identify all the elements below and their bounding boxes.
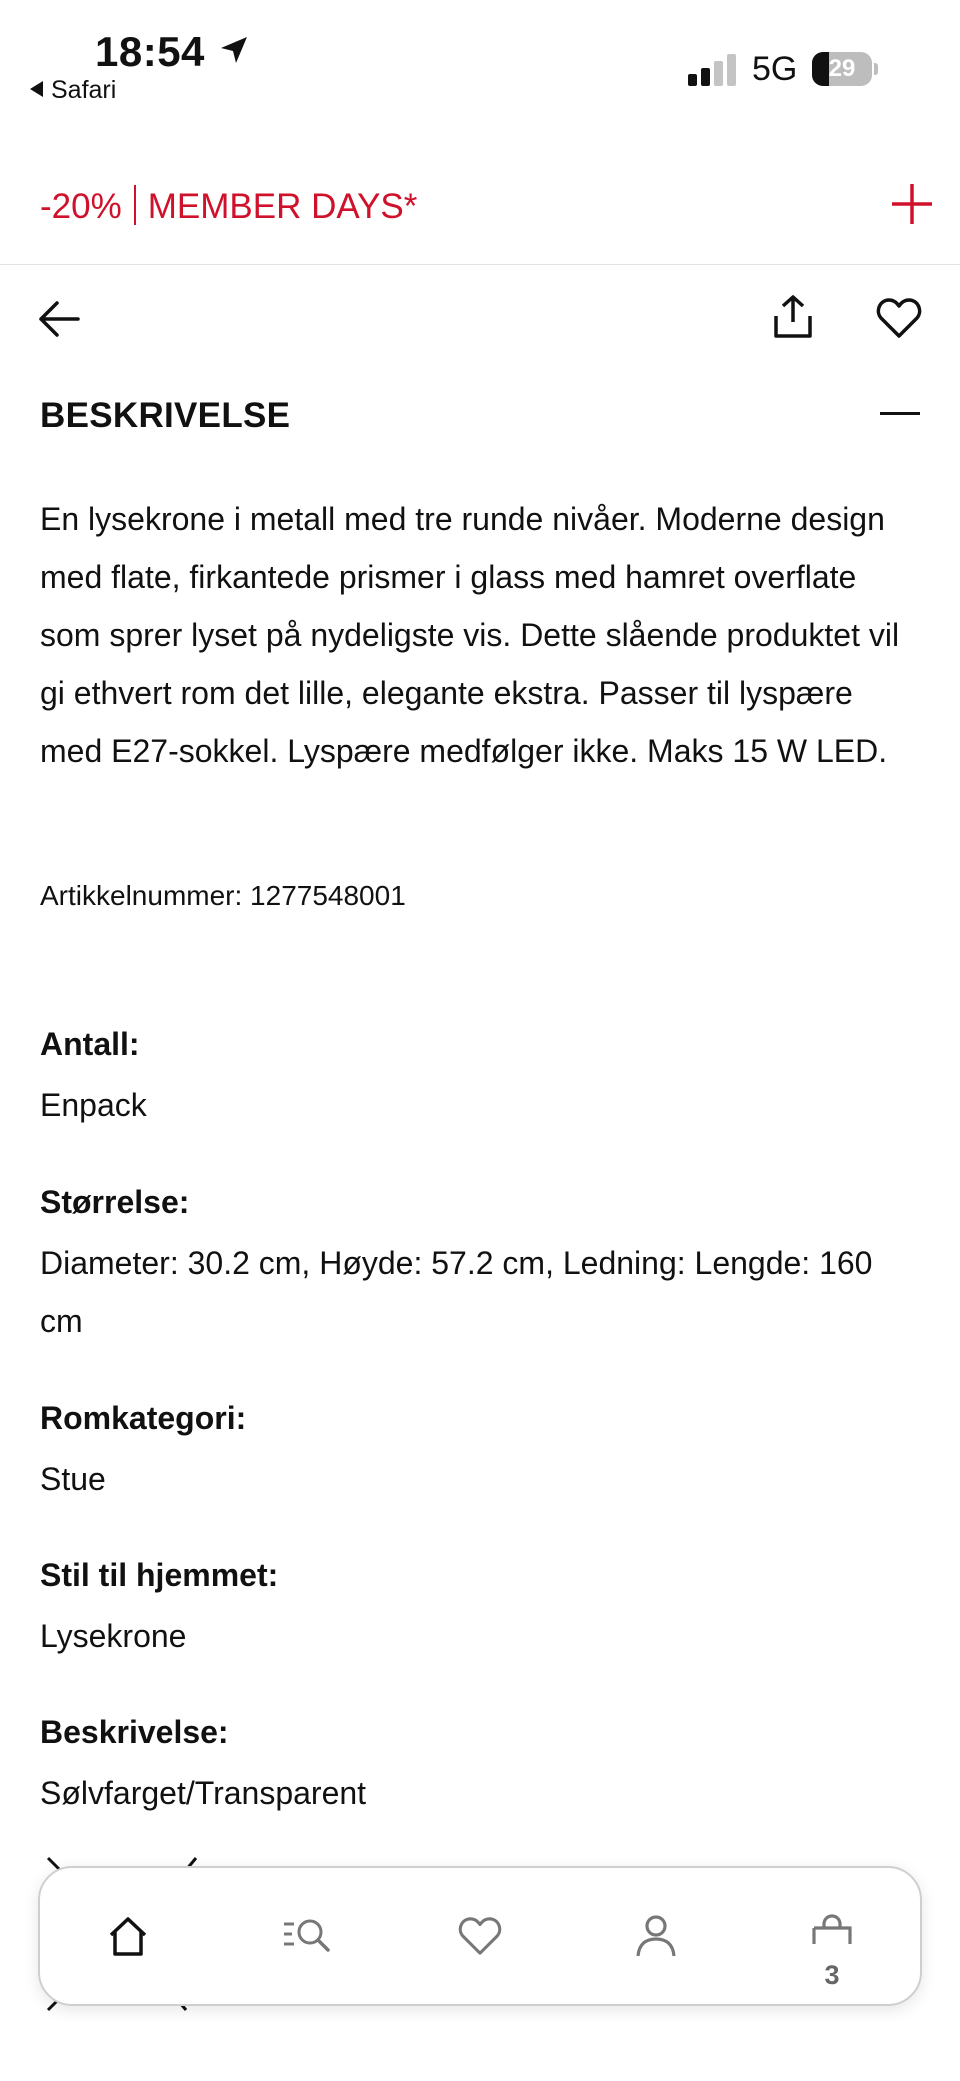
- account-icon: [634, 1914, 678, 1958]
- tab-favorites[interactable]: [420, 1868, 540, 2008]
- heart-icon[interactable]: [876, 296, 922, 340]
- spec-value: Enpack: [40, 1087, 147, 1123]
- spec-label: Størrelse:: [40, 1184, 190, 1220]
- battery-body: [812, 52, 872, 86]
- article-number-label: Artikkelnummer:: [40, 880, 243, 911]
- spec-value: Lysekrone: [40, 1618, 187, 1654]
- spec-label: Beskrivelse:: [40, 1714, 229, 1750]
- share-icon[interactable]: [768, 292, 818, 342]
- spec-item: [40, 1024, 920, 1134]
- bottom-tab-bar: [38, 1866, 922, 2006]
- back-to-safari-link[interactable]: [30, 76, 116, 105]
- spec-label: Antall:: [40, 1026, 140, 1062]
- section-title[interactable]: BESKRIVELSE: [40, 396, 291, 435]
- promo-label: MEMBER DAYS*: [147, 187, 418, 226]
- cellular-signal-icon: [688, 52, 738, 90]
- product-description: En lysekrone i metall med tre runde nivåer. Moderne design med flate, firkantede prismer i glass med hamret overflate som sprer lyset på nydeligste vis. Dette slående produktet vil gi ethvert rom det lille, elegante ekstra. Passer til lyspære med E27-sokkel. Lyspære medfølger ikke. Maks 15 W LED.: [40, 501, 900, 769]
- favorites-icon: [458, 1914, 502, 1958]
- search-list-icon: [282, 1914, 338, 1958]
- battery-nub: [874, 63, 878, 75]
- tab-home[interactable]: [68, 1868, 188, 2008]
- bag-icon: [810, 1914, 854, 1958]
- status-bar: [0, 0, 960, 120]
- network-type: 5G: [752, 50, 798, 88]
- battery-percent: 29: [828, 55, 856, 82]
- spec-item: [40, 1712, 920, 1822]
- back-app-label: Safari: [51, 76, 117, 104]
- battery-icon: [812, 52, 878, 86]
- back-triangle-icon: [30, 81, 43, 97]
- tab-search[interactable]: [244, 1868, 364, 2008]
- spec-item: [40, 1555, 920, 1665]
- spec-value: Diameter: 30.2 cm, Høyde: 57.2 cm, Ledning: Lengde: 160 cm: [40, 1245, 873, 1339]
- plus-icon[interactable]: [890, 182, 934, 226]
- promo-discount: -20%: [40, 187, 122, 226]
- location-arrow-icon: [218, 34, 250, 66]
- spec-item: [40, 1182, 920, 1350]
- minus-icon[interactable]: [880, 412, 920, 415]
- tab-account[interactable]: [596, 1868, 716, 2008]
- article-number-value: 1277548001: [250, 880, 406, 911]
- spec-item: [40, 1398, 920, 1508]
- promo-text: [40, 185, 417, 227]
- spec-label: Romkategori:: [40, 1400, 247, 1436]
- back-arrow-icon[interactable]: [36, 296, 82, 342]
- spec-label: Stil til hjemmet:: [40, 1557, 279, 1593]
- tab-cart[interactable]: [772, 1868, 892, 2008]
- spec-value: Sølvfarget/Transparent: [40, 1775, 367, 1811]
- status-time: 18:54: [95, 28, 205, 75]
- promo-banner[interactable]: [0, 145, 960, 265]
- home-icon: [106, 1914, 150, 1958]
- spec-value: Stue: [40, 1461, 106, 1497]
- cart-count-badge: 3: [824, 1960, 840, 1990]
- promo-separator: [134, 185, 136, 225]
- article-number: [40, 880, 406, 912]
